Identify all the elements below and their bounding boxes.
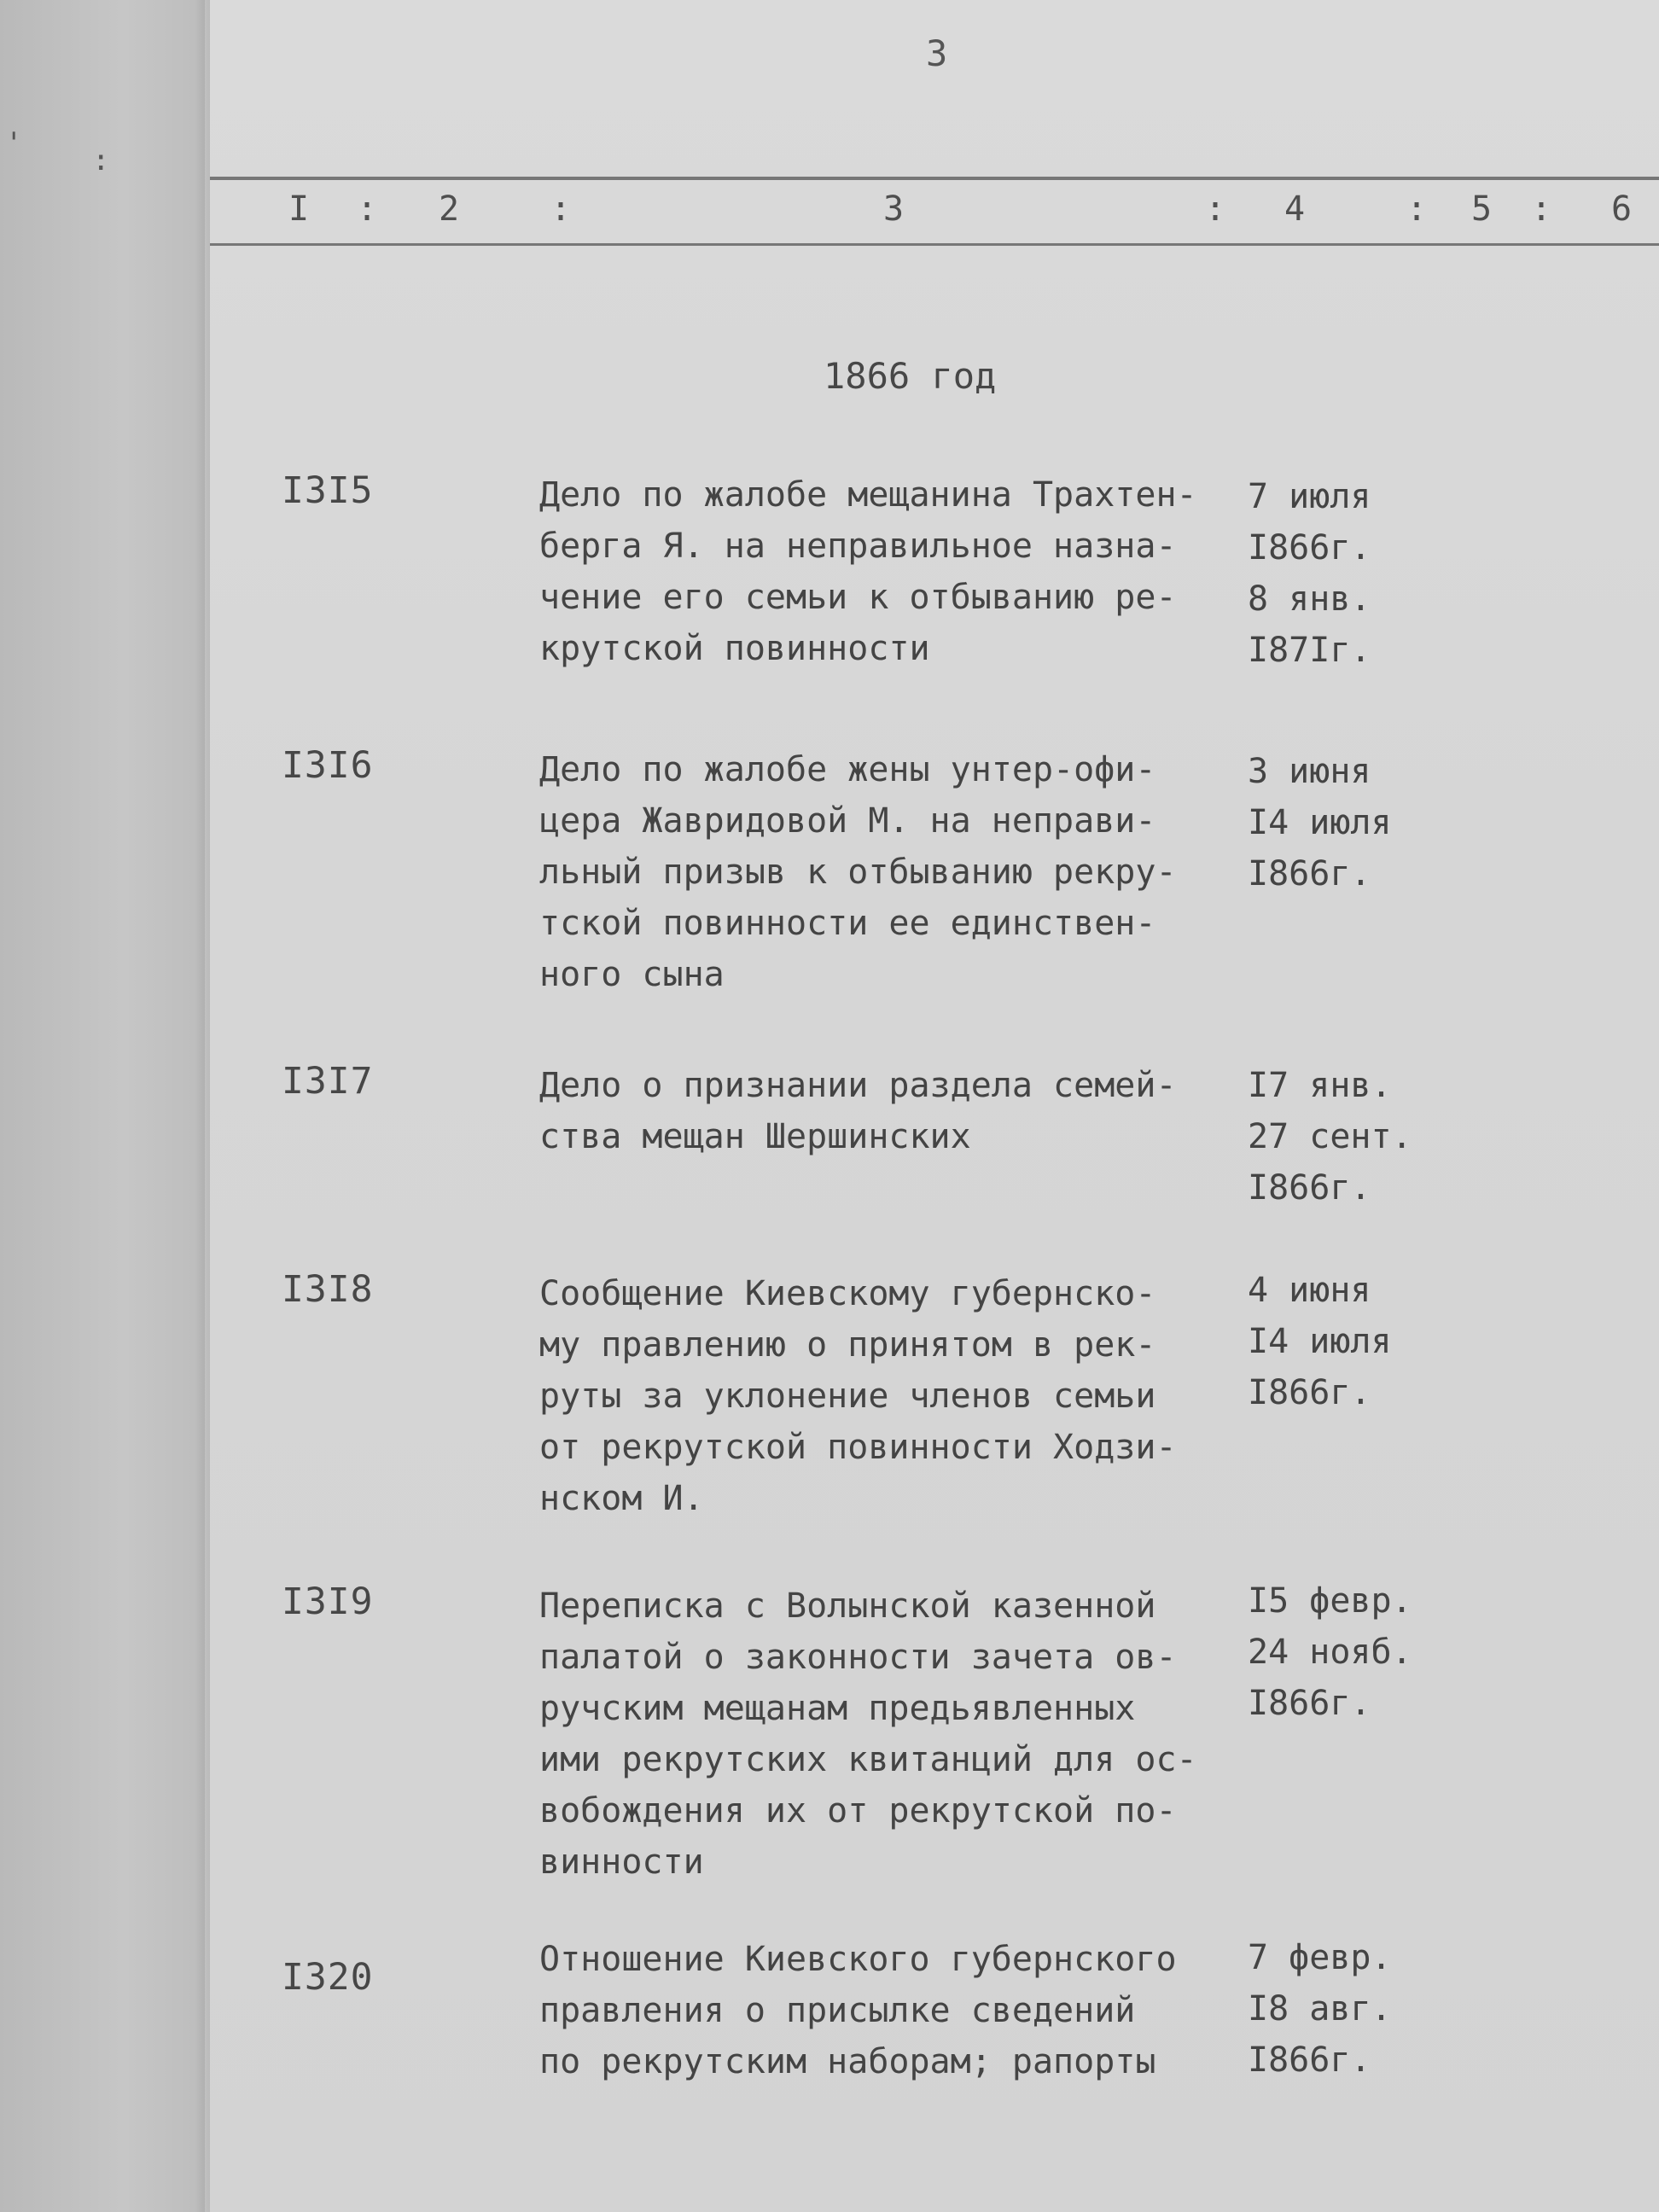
entry-description <box>539 1934 1232 2087</box>
description-line: ими рекрутских квитанций для ос- <box>539 1740 1197 1779</box>
margin-dot-icon: : <box>92 143 110 178</box>
description-line: чение его семьи к отбыванию ре- <box>539 578 1177 617</box>
entry-description <box>539 744 1232 1000</box>
description-line: Дело о признании раздела семей- <box>539 1066 1177 1105</box>
date-line: I866г. <box>1248 1373 1371 1412</box>
column-separator: : <box>357 189 378 229</box>
entry-number: I3I5 <box>282 469 374 512</box>
page-number: 3 <box>926 32 948 74</box>
entry-dates <box>1248 1265 1392 1418</box>
description-line: от рекрутской повинности Ходзи- <box>539 1428 1177 1467</box>
entry-number: I3I9 <box>282 1580 374 1623</box>
year-heading: 1866 год <box>824 355 997 397</box>
header-rule-top <box>210 177 1659 180</box>
description-line: Дело по жалобе жены унтер-офи- <box>539 750 1156 789</box>
description-line: по рекрутским наборам; рапорты <box>539 2042 1156 2081</box>
date-line: 27 сент. <box>1248 1117 1412 1156</box>
margin-mark-icon: ' <box>5 126 23 160</box>
column-separator: : <box>550 189 572 229</box>
date-line: 4 июня <box>1248 1271 1371 1310</box>
description-line: цера Жавридовой М. на неправи- <box>539 801 1156 841</box>
column-header-4: 4 <box>1284 189 1306 229</box>
entry-number: I320 <box>282 1956 374 1999</box>
column-header-6: 6 <box>1611 189 1633 229</box>
description-line: льный призыв к отбыванию рекру- <box>539 853 1177 892</box>
entry-dates <box>1248 471 1371 676</box>
description-line: нском И. <box>539 1479 704 1518</box>
date-line: 8 янв. <box>1248 579 1371 619</box>
date-line: I866г. <box>1248 1168 1371 1208</box>
column-header-5: 5 <box>1471 189 1493 229</box>
date-line: I4 июля <box>1248 803 1392 842</box>
underlying-page-edge <box>0 0 205 2212</box>
date-line: 3 июня <box>1248 752 1371 791</box>
date-line: 24 нояб. <box>1248 1633 1412 1672</box>
date-line: I4 июля <box>1248 1322 1392 1361</box>
description-line: Дело по жалобе мещанина Трахтен- <box>539 475 1197 515</box>
column-separator: : <box>1406 189 1428 229</box>
entry-description <box>539 469 1232 674</box>
entry-dates <box>1248 1932 1392 2086</box>
column-separator: : <box>1205 189 1226 229</box>
column-header-3: 3 <box>883 189 905 229</box>
description-line: крутской повинности <box>539 629 930 668</box>
date-line: I8 авг. <box>1248 1989 1392 2029</box>
entry-dates <box>1248 1060 1412 1214</box>
entry-description <box>539 1060 1232 1162</box>
header-rule-bottom <box>210 243 1659 246</box>
entry-number: I3I6 <box>282 744 374 787</box>
description-line: берга Я. на неправильное назна- <box>539 527 1177 566</box>
description-line: правления о присылке сведений <box>539 1991 1136 2030</box>
description-line: руты за уклонение членов семьи <box>539 1377 1156 1416</box>
entry-description <box>539 1580 1232 1888</box>
entry-dates <box>1248 746 1392 899</box>
date-line: 7 февр. <box>1248 1938 1392 1977</box>
description-line: тской повинности ее единствен- <box>539 904 1156 943</box>
description-line: ства мещан Шершинских <box>539 1117 971 1156</box>
entry-dates <box>1248 1575 1412 1729</box>
description-line: Сообщение Киевскому губернско- <box>539 1274 1156 1313</box>
description-line: Отношение Киевского губернского <box>539 1940 1177 1979</box>
description-line: вобождения их от рекрутской по- <box>539 1791 1177 1831</box>
date-line: I866г. <box>1248 854 1371 894</box>
date-line: 7 июля <box>1248 477 1371 516</box>
column-separator: : <box>1531 189 1552 229</box>
date-line: I87Iг. <box>1248 631 1371 670</box>
date-line: I866г. <box>1248 1684 1371 1723</box>
entry-description <box>539 1268 1232 1524</box>
page-edge-shadow <box>195 0 210 2212</box>
description-line: ного сына <box>539 955 725 994</box>
description-line: ручским мещанам предьявленных <box>539 1689 1136 1728</box>
entry-number: I3I7 <box>282 1060 374 1103</box>
description-line: Переписка с Волынской казенной <box>539 1586 1156 1626</box>
entry-number: I3I8 <box>282 1268 374 1311</box>
date-line: I866г. <box>1248 528 1371 568</box>
date-line: I866г. <box>1248 2040 1371 2080</box>
column-header-2: 2 <box>439 189 460 229</box>
date-line: I7 янв. <box>1248 1066 1392 1105</box>
date-line: I5 февр. <box>1248 1581 1412 1621</box>
description-line: винности <box>539 1842 704 1882</box>
column-header-1: I <box>288 189 310 229</box>
description-line: му правлению о принятом в рек- <box>539 1325 1156 1365</box>
description-line: палатой о законности зачета ов- <box>539 1638 1177 1677</box>
